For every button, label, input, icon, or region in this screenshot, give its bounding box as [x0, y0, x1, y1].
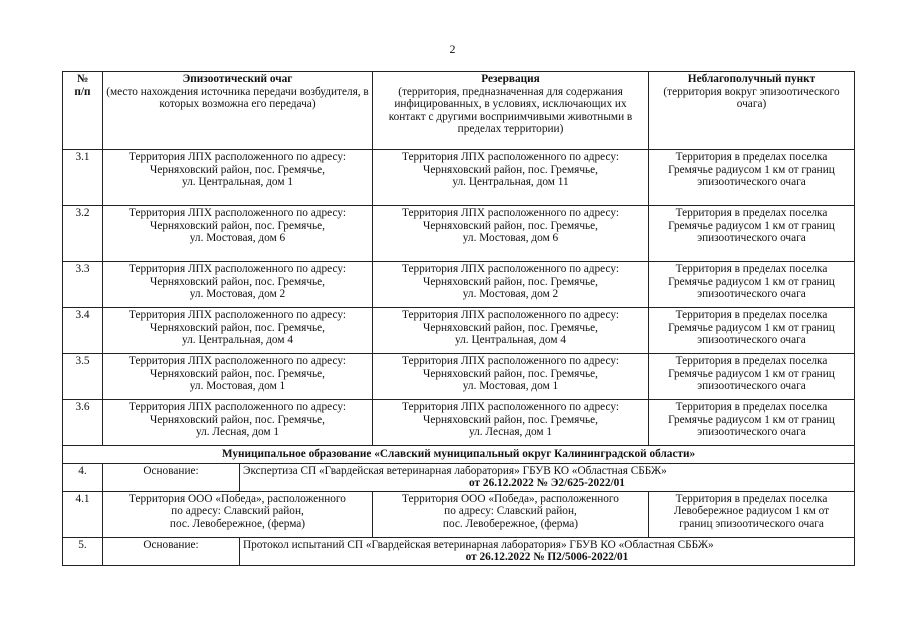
cell-unsafe [649, 400, 855, 446]
header-unsafe-sub: (территория вокруг эпизоотического очага) [663, 85, 840, 111]
cell-line: Черняховский район, пос. Гремячье, [150, 275, 325, 288]
cell-line: эпизоотического очага [697, 232, 806, 245]
basis-row [63, 537, 855, 565]
cell-line: Гремячье радиусом 1 км от границ [668, 413, 835, 426]
cell-line: по адресу: Славский район, [444, 505, 577, 518]
cell-focus [103, 150, 373, 206]
cell-reservation [373, 308, 649, 354]
cell-line: ул. Центральная, дом 1 [182, 176, 293, 189]
header-reservation-title: Резервация [481, 73, 540, 85]
cell-line: Черняховский район, пос. Гремячье, [150, 321, 325, 334]
cell-line: Территория ЛПХ расположенного по адресу: [129, 309, 346, 321]
cell-line: Черняховский район, пос. Гремячье, [423, 321, 598, 334]
basis-cell [103, 537, 855, 565]
cell-line: Территория в пределах поселка [675, 309, 828, 321]
cell-unsafe [649, 354, 855, 400]
cell-line: Черняховский район, пос. Гремячье, [423, 219, 598, 232]
epizootic-table [62, 71, 855, 566]
cell-line: Территория ЛПХ расположенного по адресу: [129, 207, 346, 219]
cell-line: Гремячье радиусом 1 км от границ [668, 321, 835, 334]
table-row [63, 400, 855, 446]
basis-number: 4. [63, 463, 103, 491]
section-title: Муниципальное образование «Славский муниципальный округ Калининградской области» [63, 446, 855, 464]
cell-unsafe [649, 262, 855, 308]
cell-reservation [373, 400, 649, 446]
table-row [63, 150, 855, 206]
cell-line: Черняховский район, пос. Гремячье, [150, 367, 325, 380]
cell-reservation [373, 262, 649, 308]
cell-line: Гремячье радиусом 1 км от границ [668, 367, 835, 380]
header-num-line: № [76, 73, 89, 85]
cell-line: по адресу: Славский район, [171, 505, 304, 518]
row-number: 3.3 [63, 262, 103, 308]
header-reservation-sub: (территория, предназначенная для содержания инфицированных, в условиях, исключающих их контакт с другими восприимчивыми животными в пределах территории) [388, 85, 633, 136]
cell-line: пос. Левобережное, (ферма) [169, 517, 306, 530]
cell-line: Территория ЛПХ расположенного по адресу: [402, 263, 619, 275]
cell-unsafe [649, 150, 855, 206]
cell-focus [103, 308, 373, 354]
header-num [63, 72, 103, 150]
cell-unsafe [649, 308, 855, 354]
cell-line: Гремячье радиусом 1 км от границ [668, 163, 835, 176]
cell-line: ул. Центральная, дом 11 [452, 176, 569, 189]
cell-line: Территория ЛПХ расположенного по адресу: [402, 355, 619, 367]
row-number: 4.1 [63, 491, 103, 537]
basis-reference: от 26.12.2022 № Э2/625-2022/01 [469, 477, 625, 490]
cell-line: Черняховский район, пос. Гремячье, [423, 367, 598, 380]
cell-focus [103, 262, 373, 308]
basis-label: Основание: [103, 464, 240, 491]
cell-line: Территория в пределах поселка [675, 151, 828, 163]
row-number: 3.1 [63, 150, 103, 206]
cell-line: ул. Центральная, дом 4 [455, 334, 566, 347]
cell-line: Гремячье радиусом 1 км от границ [668, 219, 835, 232]
cell-line: Территория в пределах поселка [675, 355, 828, 367]
cell-line: границ эпизоотического очага [679, 517, 824, 530]
basis-content [240, 464, 854, 491]
cell-line: Территория в пределах поселка [675, 492, 828, 505]
cell-focus [103, 354, 373, 400]
cell-line: Территория ЛПХ расположенного по адресу: [402, 151, 619, 163]
cell-focus [103, 206, 373, 262]
basis-text: Протокол испытаний СП «Гвардейская ветеринарная лаборатория» ГБУВ КО «Областная СББЖ» [243, 538, 714, 551]
basis-wrap [103, 464, 854, 491]
cell-line: Левобережное радиусом 1 км от [673, 505, 830, 518]
row-number: 3.4 [63, 308, 103, 354]
cell-line: Черняховский район, пос. Гремячье, [423, 275, 598, 288]
cell-line: Гремячье радиусом 1 км от границ [668, 275, 835, 288]
basis-reference: от 26.12.2022 № П2/5006-2022/01 [465, 551, 629, 564]
cell-line: Территория ЛПХ расположенного по адресу: [129, 355, 346, 367]
cell-line: эпизоотического очага [697, 176, 806, 189]
table-row [63, 354, 855, 400]
header-num-line: п/п [74, 85, 91, 98]
cell-line: Территория ЛПХ расположенного по адресу: [402, 309, 619, 321]
header-reservation [373, 72, 649, 150]
cell-line: эпизоотического очага [697, 334, 806, 347]
basis-row [63, 463, 855, 491]
cell-line: Территория в пределах поселка [675, 401, 828, 413]
cell-unsafe [649, 206, 855, 262]
cell-focus [103, 400, 373, 446]
header-row [63, 72, 855, 150]
table-row [63, 491, 855, 537]
cell-line: Территория ООО «Победа», расположенного [129, 492, 346, 505]
cell-reservation [373, 206, 649, 262]
cell-line: ул. Лесная, дом 1 [468, 426, 553, 439]
table-row [63, 206, 855, 262]
cell-line: Черняховский район, пос. Гремячье, [150, 163, 325, 176]
table-row [63, 262, 855, 308]
cell-line: ул. Мостовая, дом 6 [189, 232, 286, 245]
cell-line: Территория в пределах поселка [675, 263, 828, 275]
cell-line: пос. Левобережное, (ферма) [442, 517, 579, 530]
cell-line: ул. Мостовая, дом 1 [189, 380, 286, 393]
section-row [63, 446, 855, 464]
cell-line: ул. Лесная, дом 1 [195, 426, 280, 439]
cell-line: Территория ЛПХ расположенного по адресу: [129, 263, 346, 275]
header-focus-title: Эпизоотический очаг [182, 73, 293, 85]
cell-line: ул. Мостовая, дом 6 [462, 232, 559, 245]
cell-line: Черняховский район, пос. Гремячье, [423, 413, 598, 426]
basis-number: 5. [63, 537, 103, 565]
cell-line: Территория ЛПХ расположенного по адресу: [129, 151, 346, 163]
cell-line: Территория ЛПХ расположенного по адресу: [402, 207, 619, 219]
cell-line: Территория ООО «Победа», расположенного [402, 492, 619, 505]
basis-cell [103, 463, 855, 491]
cell-line: эпизоотического очага [697, 380, 806, 393]
cell-reservation [373, 150, 649, 206]
basis-label: Основание: [103, 538, 240, 565]
header-unsafe [649, 72, 855, 150]
cell-line: эпизоотического очага [697, 288, 806, 301]
header-unsafe-title: Неблагополучный пункт [687, 73, 816, 85]
header-focus-sub: (место нахождения источника передачи возбудителя, в которых возможна его передача) [106, 85, 369, 111]
cell-line: Черняховский район, пос. Гремячье, [423, 163, 598, 176]
cell-line: эпизоотического очага [697, 426, 806, 439]
header-focus [103, 72, 373, 150]
cell-line: ул. Мостовая, дом 1 [462, 380, 559, 393]
basis-wrap [103, 538, 854, 565]
table-row [63, 308, 855, 354]
row-number: 3.6 [63, 400, 103, 446]
cell-line: Территория ЛПХ расположенного по адресу: [129, 401, 346, 413]
cell-line: Черняховский район, пос. Гремячье, [150, 219, 325, 232]
cell-line: Территория в пределах поселка [675, 207, 828, 219]
cell-focus [103, 491, 373, 537]
row-number: 3.2 [63, 206, 103, 262]
cell-unsafe [649, 491, 855, 537]
basis-content [240, 538, 854, 565]
cell-line: Черняховский район, пос. Гремячье, [150, 413, 325, 426]
page-number: 2 [449, 42, 456, 56]
cell-line: Территория ЛПХ расположенного по адресу: [402, 401, 619, 413]
cell-line: ул. Центральная, дом 4 [182, 334, 293, 347]
cell-reservation [373, 354, 649, 400]
cell-line: ул. Мостовая, дом 2 [462, 288, 559, 301]
cell-line: ул. Мостовая, дом 2 [189, 288, 286, 301]
row-number: 3.5 [63, 354, 103, 400]
cell-reservation [373, 491, 649, 537]
basis-text: Экспертиза СП «Гвардейская ветеринарная лаборатория» ГБУВ КО «Областная СББЖ» [243, 464, 667, 477]
